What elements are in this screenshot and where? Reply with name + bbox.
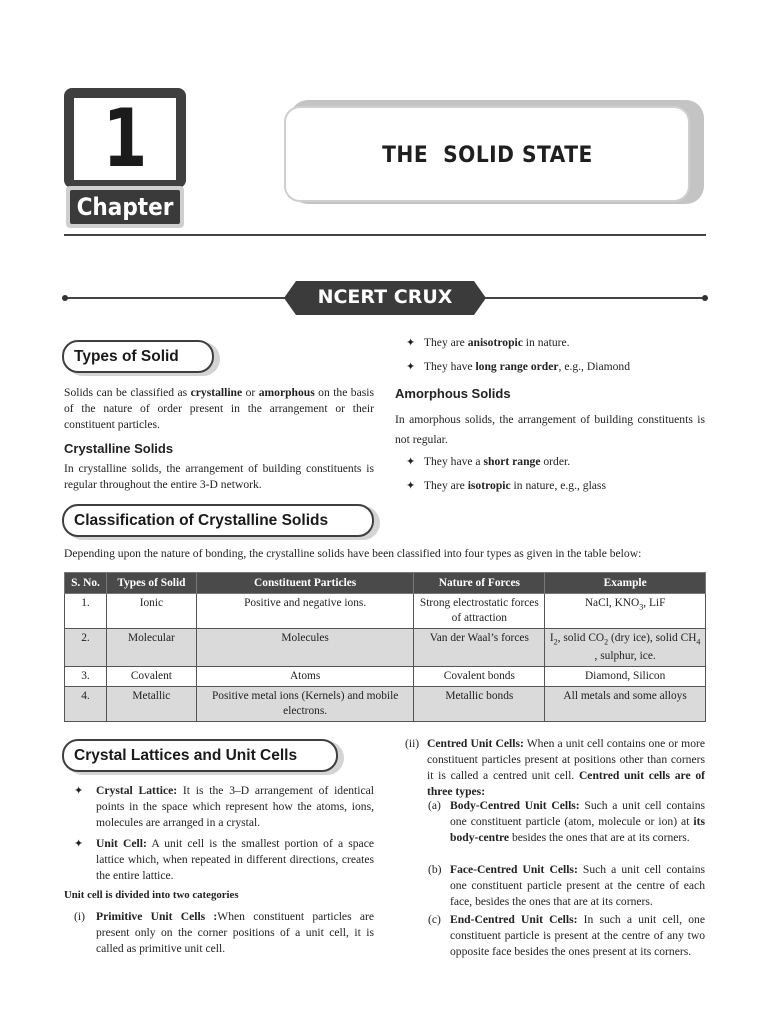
table-cell: 3. (65, 667, 107, 687)
body-centre-bold: its body-centre (450, 815, 705, 844)
bullet-bold: short range (483, 455, 541, 468)
end-centred-item (428, 912, 705, 960)
crystal-lattice-definition: It is the 3–D arrangement of identical points in the space which represent how the atoms, ions, molecules are arranged in a crystal. (96, 784, 374, 829)
crystal-lattices-heading: Crystal Lattices and Unit Cells (62, 739, 338, 772)
unit-cell-term: Unit Cell: (96, 837, 147, 850)
chapter-title-text: THE SOLID STATE (381, 143, 593, 168)
primitive-unit-cell-text (96, 909, 374, 957)
chapter-label: Chapter (70, 190, 180, 224)
unit-cell-bullet (74, 836, 374, 884)
isotropic-bullet (406, 478, 706, 494)
crystalline-solids-heading: Crystalline Solids (64, 441, 174, 456)
table-cell: Positive metal ions (Kernels) and mobile electrons. (196, 687, 414, 722)
primitive-unit-cell-item (74, 909, 374, 957)
bullet-text: , e.g., Diamond (558, 360, 630, 373)
table-cell: Molecules (196, 629, 414, 667)
body-centred-tail: besides the ones that are at its corners. (509, 831, 690, 844)
amorphous-solids-text: In amorphous solids, the arrangement of building constituents is not regular. (395, 413, 705, 446)
long-range-bullet (406, 359, 706, 375)
table-cell: $I_2$, solid $CO_2$ (dry ice), solid $CH_4$ , sulphur, ice. (545, 629, 706, 667)
chapter-title (284, 106, 750, 202)
crystalline-solids-table (64, 572, 706, 722)
end-centred-text (450, 912, 705, 960)
item-number: (ii) (405, 737, 420, 750)
star-bullet-icon: ✦ (406, 456, 416, 468)
crystalline-solids-text: In crystalline solids, the arrangement of building constituents is regular throughout the entire 3-D network. (64, 462, 374, 491)
anisotropic-bullet (406, 335, 706, 351)
star-bullet-icon: ✦ (74, 785, 84, 797)
item-letter: (b) (428, 863, 442, 876)
types-intro-text-1: Solids can be classified as (64, 386, 191, 399)
face-centred-term: Face-Centred Unit Cells: (450, 863, 578, 876)
star-bullet-icon: ✦ (406, 337, 416, 349)
bullet-bold: long range order (475, 360, 559, 373)
centred-unit-cell-item (405, 736, 705, 800)
primitive-definition: When constituent particles are present only on the corner positions of a unit cell, it is called as primitive unit cell. (96, 910, 374, 955)
table-cell: Diamond, Silicon (545, 667, 706, 687)
table-cell: Covalent (106, 667, 196, 687)
types-intro-amorphous: amorphous (258, 386, 315, 399)
body-centred-item (428, 798, 705, 846)
chapter-number: 1 (102, 92, 148, 185)
table-row (65, 594, 706, 629)
face-centred-definition: Such a unit cell contains one constituent particle present at the centre of each face, besides the ones that are at its corners. (450, 863, 706, 908)
types-intro (64, 385, 374, 433)
centred-unit-cell-text (427, 736, 705, 800)
types-intro-text-2: or (242, 386, 259, 399)
table-header-row (65, 573, 706, 594)
table-cell: Atoms (196, 667, 414, 687)
table-row (65, 629, 706, 667)
table-cell: 4. (65, 687, 107, 722)
types-of-solid-heading: Types of Solid (62, 340, 214, 373)
table-cell: Ionic (106, 594, 196, 629)
table-cell: All metals and some alloys (545, 687, 706, 722)
item-number: (i) (74, 910, 85, 923)
column-header: Types of Solid (106, 573, 196, 594)
crystal-lattice-text (96, 783, 374, 831)
star-bullet-icon: ✦ (406, 361, 416, 373)
star-bullet-icon: ✦ (74, 838, 84, 850)
body-centred-text (450, 798, 705, 846)
face-centred-item (428, 862, 705, 910)
table-cell: 2. (65, 629, 107, 667)
table-cell: Metallic bonds (414, 687, 545, 722)
crux-banner-text: NCERT CRUX (317, 286, 453, 308)
table-cell: Van der Waal’s forces (414, 629, 545, 667)
bullet-text: They are (423, 479, 468, 492)
column-header: Example (545, 573, 706, 594)
item-letter: (c) (428, 913, 441, 926)
column-header: Constituent Particles (196, 573, 414, 594)
table-cell: Molecular (106, 629, 196, 667)
table-cell: NaCl, $KNO_3$, LiF (545, 594, 706, 629)
bullet-text: They have a (423, 455, 484, 468)
classification-heading: Classification of Crystalline Solids (62, 504, 374, 537)
body-centred-definition: Such a unit cell contains one constituent particle (atom, molecule or ion) at (450, 799, 705, 828)
table-cell: Covalent bonds (414, 667, 545, 687)
face-centred-text (450, 862, 705, 910)
bullet-bold: isotropic (467, 479, 511, 492)
bullet-text: in nature, e.g., glass (510, 479, 606, 492)
unit-cell-definition: A unit cell is the smallest portion of a space lattice which, when repeated in different directions, creates the entire lattice. (96, 837, 374, 882)
table-row (65, 687, 706, 722)
centred-term: Centred Unit Cells: (427, 737, 524, 750)
types-intro-crystalline: crystalline (190, 386, 243, 399)
unit-cell-text (96, 836, 374, 884)
table-row (65, 667, 706, 687)
centred-types-note: Centred unit cells are of three types: (427, 769, 705, 798)
body-centred-term: Body-Centred Unit Cells: (450, 799, 580, 812)
primitive-term: Primitive Unit Cells : (96, 910, 218, 923)
column-header: S. No. (65, 573, 107, 594)
bullet-bold: anisotropic (467, 336, 523, 349)
bullet-text: in nature. (522, 336, 570, 349)
crux-divider-dot-right (702, 295, 708, 301)
column-header: Nature of Forces (414, 573, 545, 594)
table-cell: Strong electrostatic forces of attraction (414, 594, 545, 629)
end-centred-term: End-Centred Unit Cells: (450, 913, 578, 926)
crystal-lattice-term: Crystal Lattice: (96, 784, 178, 797)
classification-intro: Depending upon the nature of bonding, the crystalline solids have been classified into four types as given in the table below: (64, 547, 642, 560)
amorphous-solids-heading: Amorphous Solids (395, 386, 511, 401)
crux-divider-dot-left (62, 295, 68, 301)
bullet-text: They are (423, 336, 468, 349)
item-letter: (a) (428, 799, 441, 812)
star-bullet-icon: ✦ (406, 480, 416, 492)
unit-cell-categories-heading: Unit cell is divided into two categories (64, 889, 239, 901)
short-range-bullet (406, 454, 706, 470)
types-intro-text-3: on the basis of the nature of order present in the arrangement or their constituent particles. (64, 386, 374, 431)
bullet-text: order. (540, 455, 571, 468)
end-centred-definition: In such a unit cell, one constituent particle is present at the centre of any two opposite face besides the ones present at its corners. (450, 913, 705, 958)
crystal-lattice-bullet (74, 783, 374, 831)
centred-definition: When a unit cell contains one or more constituent particles present at positions other than corners it is called a centred unit cell. (427, 737, 705, 782)
header-divider (64, 234, 706, 236)
table-cell: Positive and negative ions. (196, 594, 414, 629)
table-cell: Metallic (106, 687, 196, 722)
bullet-text: They have (423, 360, 476, 373)
table-cell: 1. (65, 594, 107, 629)
